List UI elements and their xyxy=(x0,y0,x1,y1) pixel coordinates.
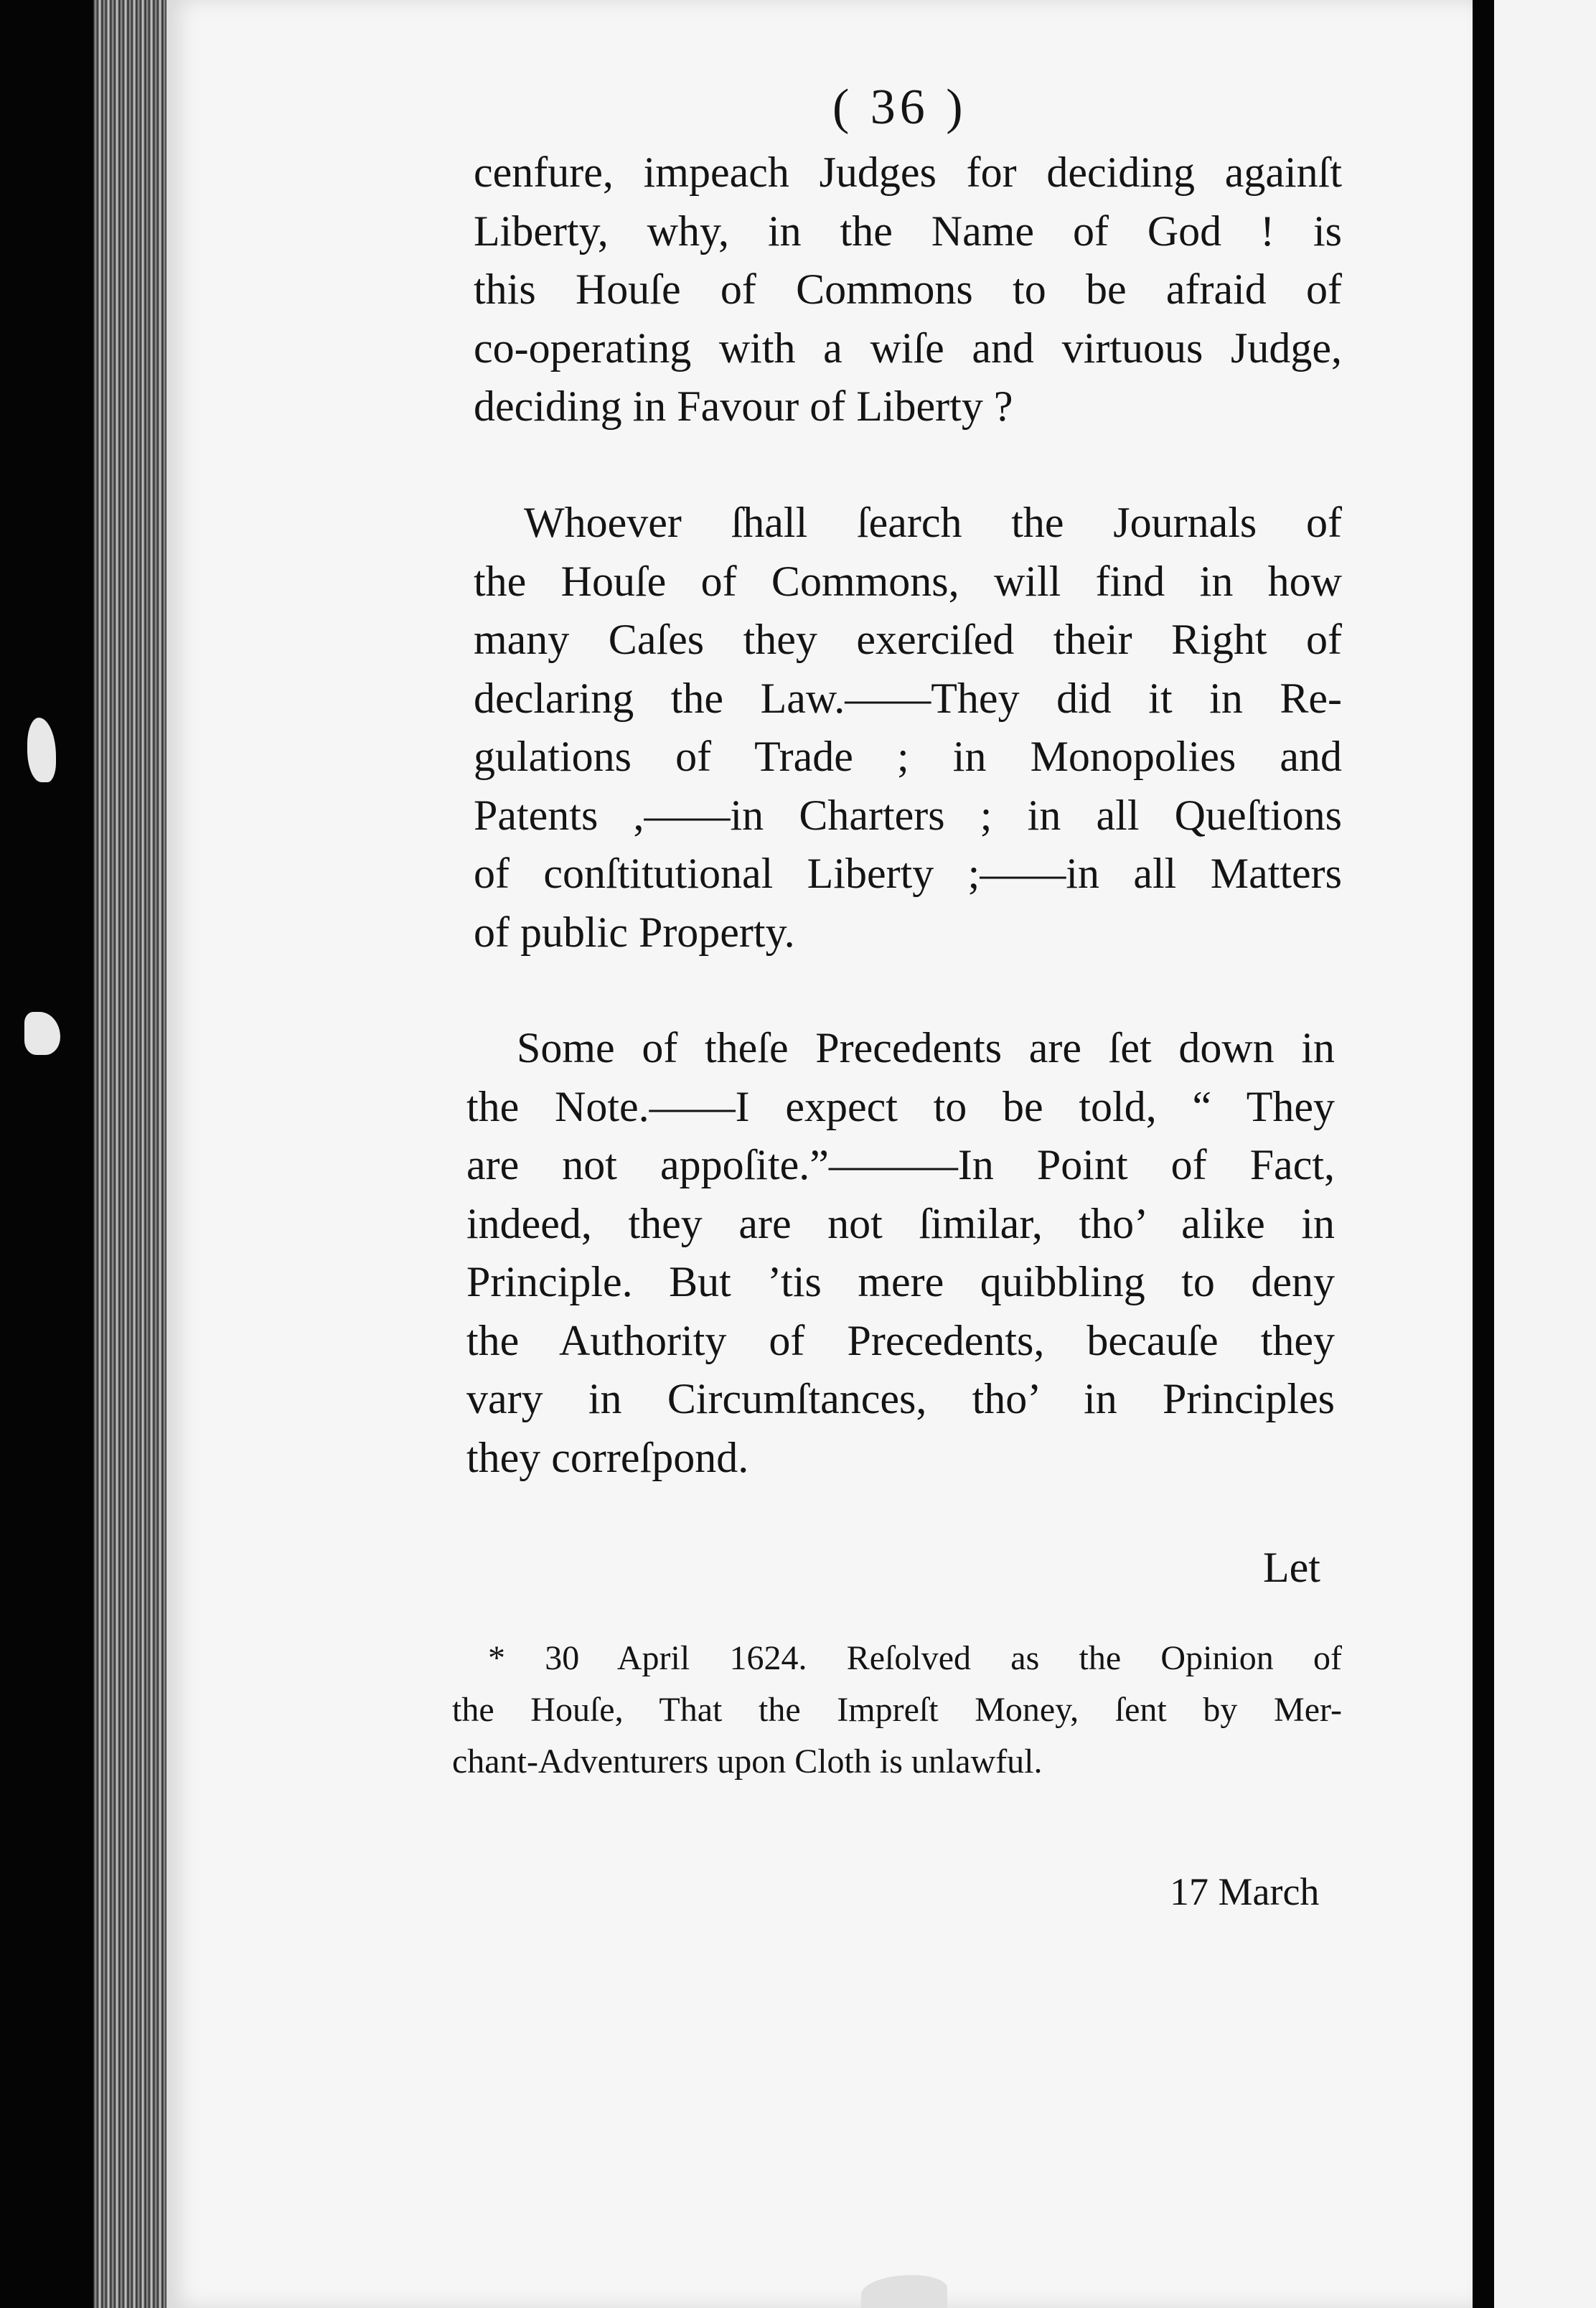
text-line: Whoever ſhall ſearch the Journals of xyxy=(524,499,1342,546)
text-line: Principle. But ’tis mere quibbling to deny xyxy=(466,1258,1335,1305)
footnote-line: the Houſe, That the Impreſt Money, ſent by Mer- xyxy=(452,1691,1342,1729)
text-line: Patents ,——in Charters ; in all Queſtions xyxy=(474,791,1342,839)
binding-shadow-right xyxy=(1473,0,1494,2308)
footnote xyxy=(452,1633,1342,1788)
text-line: of public Property. xyxy=(474,908,795,956)
text-line: of conſtitutional Liberty ;——in all Matters xyxy=(474,850,1342,897)
text-line: cenfure, impeach Judges for deciding againſt xyxy=(474,149,1342,196)
catchword: Let xyxy=(1263,1544,1320,1591)
text-line: gulations of Trade ; in Monopolies and xyxy=(474,733,1342,780)
page-edges xyxy=(93,0,172,2308)
text-line: the Houſe of Commons, will find in how xyxy=(474,557,1342,605)
page-number: ( 36 ) xyxy=(832,80,967,135)
footnote-line: chant-Adventurers upon Cloth is unlawful. xyxy=(452,1742,1043,1781)
text-line: the Authority of Precedents, becauſe they xyxy=(466,1316,1335,1364)
paragraph-2 xyxy=(474,494,1342,962)
facing-page-edge xyxy=(1494,0,1596,2308)
paragraph-3 xyxy=(466,1019,1335,1487)
text-line: many Caſes they exerciſed their Right of xyxy=(474,616,1342,663)
text-line: Liberty, why, in the Name of God ! is xyxy=(474,207,1342,255)
text-line: declaring the Law.——They did it in Re- xyxy=(474,674,1342,722)
text-line: deciding in Favour of Liberty ? xyxy=(474,383,1013,430)
text-line: the Note.——I expect to be told, “ They xyxy=(466,1082,1335,1130)
text-line: this Houſe of Commons to be afraid of xyxy=(474,266,1342,313)
text-line: vary in Circumſtances, tho’ in Principles xyxy=(466,1375,1335,1422)
text-line: Some of theſe Precedents are ſet down in xyxy=(517,1024,1335,1071)
footnote-line: * 30 April 1624. Reſolved as the Opinion of xyxy=(488,1639,1342,1677)
text-line: indeed, they are not ſimilar, tho’ alike in xyxy=(466,1199,1335,1247)
signature-mark: 17 March xyxy=(1170,1870,1320,1913)
text-line: co-operating with a wiſe and virtuous Judge, xyxy=(474,324,1342,372)
paragraph-1 xyxy=(474,144,1342,436)
text-line: they correſpond. xyxy=(466,1433,749,1481)
text-line: are not appoſite.”———In Point of Fact, xyxy=(466,1141,1335,1188)
